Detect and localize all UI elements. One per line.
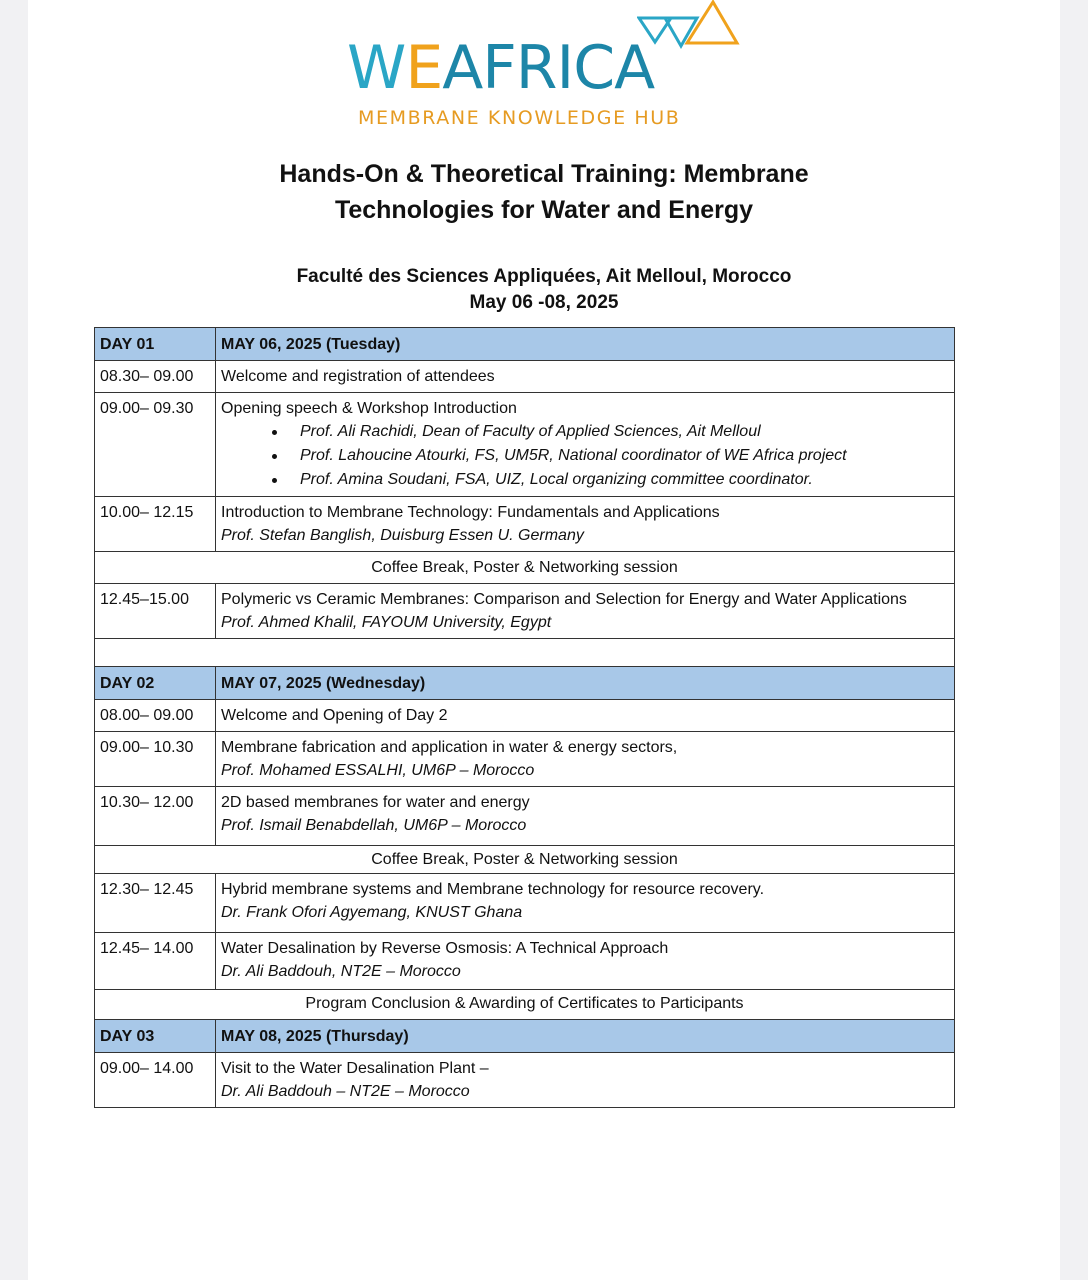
session-title: Welcome and registration of attendees bbox=[216, 361, 955, 393]
session-row bbox=[95, 874, 955, 933]
logo-we: WE bbox=[347, 33, 443, 103]
break-row bbox=[95, 846, 955, 874]
session-row bbox=[95, 584, 955, 639]
venue-block bbox=[0, 264, 1088, 316]
session-time: 10.30– 12.00 bbox=[95, 787, 216, 846]
session-speaker: Dr. Ali Baddouh, NT2E – Morocco bbox=[221, 963, 461, 980]
conclusion-label: Program Conclusion & Awarding of Certificates to Participants bbox=[95, 990, 955, 1020]
session-row bbox=[95, 700, 955, 732]
day-label: DAY 03 bbox=[95, 1020, 216, 1053]
session-title: Visit to the Water Desalination Plant – bbox=[221, 1060, 489, 1077]
list-item: Prof. Ali Rachidi, Dean of Faculty of Applied Sciences, Ait Melloul bbox=[300, 420, 949, 444]
session-time: 09.00– 10.30 bbox=[95, 732, 216, 787]
session-speaker: Prof. Mohamed ESSALHI, UM6P – Morocco bbox=[221, 762, 535, 779]
logo-africa: AFRICA bbox=[442, 33, 655, 103]
list-item: Prof. Amina Soudani, FSA, UIZ, Local organizing committee coordinator. bbox=[300, 468, 949, 492]
day-label: DAY 01 bbox=[95, 328, 216, 361]
session-row bbox=[95, 732, 955, 787]
session-time: 09.00– 09.30 bbox=[95, 393, 216, 497]
day-date: MAY 08, 2025 (Thursday) bbox=[216, 1020, 955, 1053]
session-title: Welcome and Opening of Day 2 bbox=[216, 700, 955, 732]
day-label: DAY 02 bbox=[95, 667, 216, 700]
session-time: 12.45– 14.00 bbox=[95, 933, 216, 990]
we-africa-logo bbox=[347, 0, 747, 135]
session-time: 10.00– 12.15 bbox=[95, 497, 216, 552]
session-time: 08.00– 09.00 bbox=[95, 700, 216, 732]
day-header-row bbox=[95, 1020, 955, 1053]
session-speaker: Dr. Ali Baddouh – NT2E – Morocco bbox=[221, 1083, 470, 1100]
session-row bbox=[95, 393, 955, 497]
session-title: Polymeric vs Ceramic Membranes: Comparison and Selection for Energy and Water Applications bbox=[221, 591, 907, 608]
session-row bbox=[95, 787, 955, 846]
title-line-2: Technologies for Water and Energy bbox=[334, 196, 754, 224]
day-date: MAY 06, 2025 (Tuesday) bbox=[216, 328, 955, 361]
speaker-list bbox=[221, 420, 949, 492]
session-speaker: Prof. Stefan Banglish, Duisburg Essen U. Germany bbox=[221, 527, 584, 544]
session-row bbox=[95, 497, 955, 552]
break-row bbox=[95, 552, 955, 584]
spacer-row bbox=[95, 639, 955, 667]
session-title: Introduction to Membrane Technology: Fundamentals and Applications bbox=[221, 504, 720, 521]
break-label: Coffee Break, Poster & Networking session bbox=[95, 846, 955, 874]
session-row bbox=[95, 1053, 955, 1108]
session-time: 08.30– 09.00 bbox=[95, 361, 216, 393]
session-row bbox=[95, 361, 955, 393]
document-title bbox=[0, 156, 1088, 228]
session-title: Hybrid membrane systems and Membrane technology for resource recovery. bbox=[221, 881, 765, 898]
logo-subtitle: MEMBRANE KNOWLEDGE HUB bbox=[358, 107, 681, 129]
list-item: Prof. Lahoucine Atourki, FS, UM5R, National coordinator of WE Africa project bbox=[300, 444, 949, 468]
day-header-row bbox=[95, 328, 955, 361]
session-title: Water Desalination by Reverse Osmosis: A Technical Approach bbox=[221, 940, 669, 957]
conclusion-row bbox=[95, 990, 955, 1020]
session-title: Opening speech & Workshop Introduction bbox=[221, 400, 517, 417]
session-speaker: Prof. Ahmed Khalil, FAYOUM University, Egypt bbox=[221, 614, 552, 631]
event-dates: May 06 -08, 2025 bbox=[469, 292, 619, 313]
triangle-mark-icon bbox=[637, 0, 747, 60]
session-row bbox=[95, 933, 955, 990]
session-title: Membrane fabrication and application in water & energy sectors, bbox=[221, 739, 678, 756]
session-title: 2D based membranes for water and energy bbox=[221, 794, 530, 811]
break-label: Coffee Break, Poster & Networking session bbox=[95, 552, 955, 584]
day-date: MAY 07, 2025 (Wednesday) bbox=[216, 667, 955, 700]
venue: Faculté des Sciences Appliquées, Ait Melloul, Morocco bbox=[296, 266, 792, 287]
schedule-table bbox=[94, 327, 955, 1108]
session-time: 12.30– 12.45 bbox=[95, 874, 216, 933]
title-line-1: Hands-On & Theoretical Training: Membrane bbox=[279, 160, 809, 188]
session-time: 12.45–15.00 bbox=[95, 584, 216, 639]
day-header-row bbox=[95, 667, 955, 700]
session-time: 09.00– 14.00 bbox=[95, 1053, 216, 1108]
session-speaker: Prof. Ismail Benabdellah, UM6P – Morocco bbox=[221, 817, 527, 834]
session-speaker: Dr. Frank Ofori Agyemang, KNUST Ghana bbox=[221, 904, 523, 921]
